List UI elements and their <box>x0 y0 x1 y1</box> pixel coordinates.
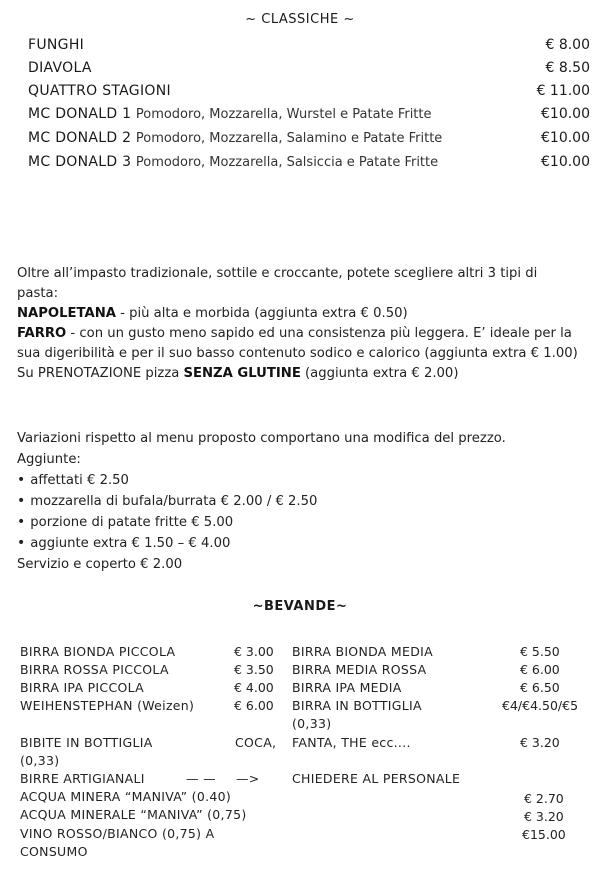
farro-line <box>17 324 597 344</box>
impasti-section <box>17 264 597 384</box>
item-name: MC DONALD 1 <box>28 106 132 122</box>
item-price: €10.00 <box>541 106 590 122</box>
item-name: QUATTRO STAGIONI <box>28 83 171 99</box>
senza-glutine-line <box>17 364 597 384</box>
drink-vino-consumo: CONSUMO <box>20 844 88 859</box>
drink-chiedere-al-personale: CHIEDERE AL PERSONALE <box>292 771 461 786</box>
item-name: DIAVOLA <box>28 60 92 76</box>
drink-acqua-minerale-040: ACQUA MINERA “MANIVA” (0.40) <box>20 789 232 804</box>
drink-price: € 3.20 <box>524 809 564 824</box>
drink-birre-artigianali: BIRRE ARTIGIANALI <box>20 771 145 786</box>
farro-label: FARRO <box>17 326 67 341</box>
napoletana-label: NAPOLETANA <box>17 306 116 321</box>
drink-price: € 6.00 <box>520 662 560 677</box>
farro-line-2: sua digeribilità e per il suo basso contenuto sodico e calorico (aggiunta extra € 1.00) <box>17 346 578 361</box>
aggiunta-patate-fritte: • porzione di patate fritte € 5.00 <box>17 512 597 533</box>
drink-price: € 2.70 <box>524 791 564 806</box>
servizio-coperto: Servizio e coperto € 2.00 <box>17 557 183 572</box>
item-price: € 8.50 <box>545 60 590 76</box>
drink-price: € 3.50 <box>234 662 274 677</box>
item-price: € 11.00 <box>536 83 590 99</box>
drink-birra-media-rossa: BIRRA MEDIA ROSSA <box>292 662 427 677</box>
glutine-prefix: Su PRENOTAZIONE pizza <box>17 366 184 381</box>
drink-birra-bionda-media: BIRRA BIONDA MEDIA <box>292 644 433 659</box>
item-name: MC DONALD 3 <box>28 154 132 170</box>
arrow-icon: —> <box>236 771 260 786</box>
item-description: Pomodoro, Mozzarella, Salsiccia e Patate Fritte <box>135 155 439 170</box>
menu-item-mc-donald-1 <box>28 106 590 128</box>
drink-bibite-in-bottiglia: BIBITE IN BOTTIGLIA <box>20 735 153 750</box>
drink-price: € 6.50 <box>520 680 560 695</box>
impasti-intro-line2: pasta: <box>17 286 59 301</box>
menu-item-mc-donald-3 <box>28 154 590 176</box>
drink-price: € 3.00 <box>234 644 274 659</box>
item-name: FUNGHI <box>28 37 85 53</box>
menu-item-diavola <box>28 60 590 82</box>
aggiunta-mozzarella-bufala: • mozzarella di bufala/burrata € 2.00 / € 2.50 <box>17 491 597 512</box>
item-description: Pomodoro, Mozzarella, Wurstel e Patate Fritte <box>135 107 432 122</box>
variazioni-note: Variazioni rispetto al menu proposto comportano una modifica del prezzo. <box>17 431 506 446</box>
farro-text: - con un gusto meno sapido ed una consistenza più leggera. E’ ideale per la <box>66 326 572 341</box>
drink-bibite-coca: COCA, <box>235 735 277 750</box>
item-name: MC DONALD 2 <box>28 130 132 146</box>
drink-price: € 5.50 <box>520 644 560 659</box>
glutine-suffix: (aggiunta extra € 2.00) <box>300 366 459 381</box>
dashes-separator: — — <box>186 771 216 786</box>
menu-item-quattro-stagioni <box>28 83 590 105</box>
aggiunte-label: Aggiunte: <box>17 452 81 467</box>
variazioni-section <box>17 428 597 575</box>
drink-birra-rossa-piccola: BIRRA ROSSA PICCOLA <box>20 662 169 677</box>
napoletana-text: - più alta e morbida (aggiunta extra € 0.50) <box>115 306 408 321</box>
drink-bibite-fanta-the: FANTA, THE ecc.... <box>292 735 411 750</box>
item-price: € 8.00 <box>545 37 590 53</box>
drink-birra-ipa-media: BIRRA IPA MEDIA <box>292 680 402 695</box>
aggiunta-extra: • aggiunte extra € 1.50 – € 4.00 <box>17 533 597 554</box>
drink-price: € 6.00 <box>234 698 274 713</box>
drink-price: €4/€4.50/€5 <box>502 698 579 713</box>
senza-glutine-label: SENZA GLUTINE <box>183 366 301 381</box>
item-price: €10.00 <box>541 130 590 146</box>
drink-price: € 3.20 <box>520 735 560 750</box>
drink-weihenstephan: WEIHENSTEPHAN (Weizen) <box>20 698 195 713</box>
bevande-title: ~BEVANDE~ <box>252 599 348 614</box>
impasti-intro-line1: Oltre all’impasto tradizionale, sottile e croccante, potete scegliere altri 3 tipi di <box>17 266 538 281</box>
drink-price: € 4.00 <box>234 680 274 695</box>
item-description: Pomodoro, Mozzarella, Salamino e Patate Fritte <box>135 131 443 146</box>
drink-price: €15.00 <box>522 827 566 842</box>
classiche-title: ~ CLASSICHE ~ <box>245 12 355 27</box>
drink-acqua-minerale-075: ACQUA MINERALE “MANIVA” (0,75) <box>20 807 247 822</box>
menu-item-mc-donald-2 <box>28 130 590 152</box>
drink-birra-ipa-piccola: BIRRA IPA PICCOLA <box>20 680 145 695</box>
drink-birra-bionda-piccola: BIRRA BIONDA PICCOLA <box>20 644 176 659</box>
aggiunta-affettati: • affettati € 2.50 <box>17 470 597 491</box>
drink-bibite-size: (0,33) <box>20 753 60 768</box>
drink-vino-rosso-bianco: VINO ROSSO/BIANCO (0,75) A <box>20 826 215 841</box>
menu-item-funghi <box>28 37 590 59</box>
drink-birra-in-bottiglia-size: (0,33) <box>292 716 332 731</box>
item-price: €10.00 <box>541 154 590 170</box>
drink-birra-in-bottiglia: BIRRA IN BOTTIGLIA <box>292 698 422 713</box>
napoletana-line <box>17 304 597 324</box>
